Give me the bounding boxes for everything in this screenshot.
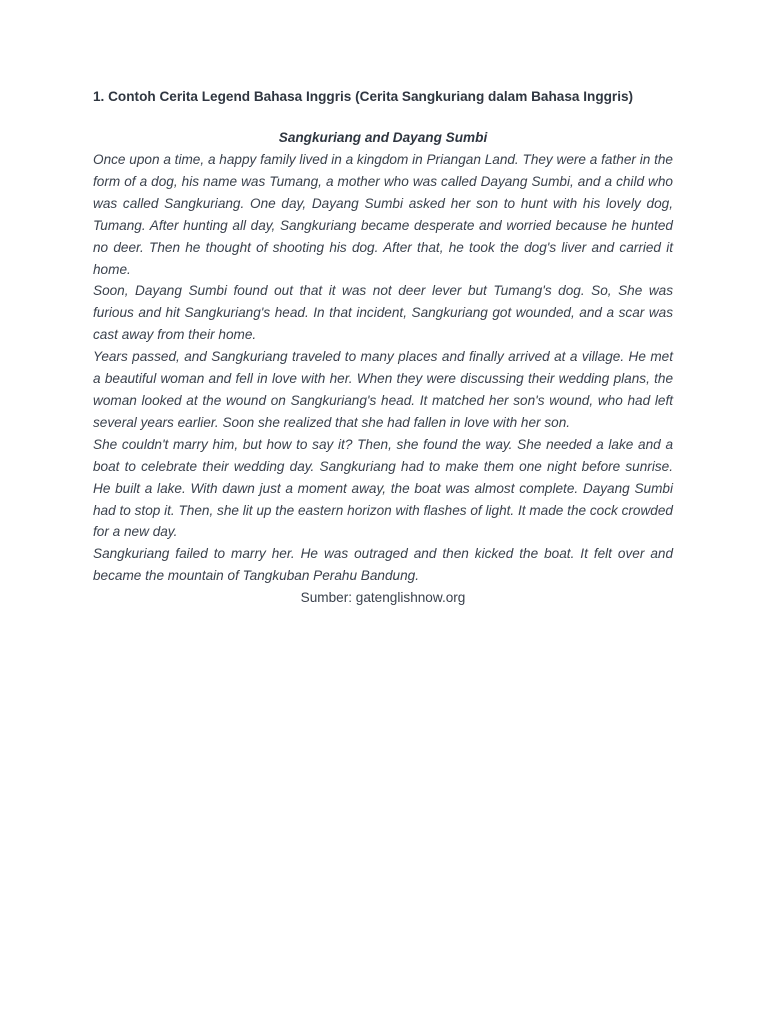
- story-paragraph: She couldn't marry him, but how to say it? Then, she found the way. She needed a lake and a boat to celebrate their wedding day. Sangkuriang had to make them one night before sunrise. He built a lake. With dawn just a moment away, the boat was almost complete. Dayang Sumbi had to stop it. Then, she lit up the eastern horizon with flashes of light. It made the cock crowded for a new day.: [93, 436, 673, 540]
- story-paragraph: Sangkuriang failed to marry her. He was outraged and then kicked the boat. It felt over and became the mountain of Tangkuban Perahu Bandung.: [93, 546, 673, 584]
- document-page: [93, 88, 673, 609]
- story-body: [93, 149, 673, 587]
- story-title: Sangkuriang and Dayang Sumbi: [278, 130, 488, 145]
- story-paragraph: Once upon a time, a happy family lived in a kingdom in Priangan Land. They were a father in the form of a dog, his name was Tumang, a mother who was called Dayang Sumbi, and a child who was called Sangkuriang. One day, Dayang Sumbi asked her son to hunt with his lovely dog, Tumang. After hunting all day, Sangkuriang became desperate and worried because he hunted no deer. Then he thought of shooting his dog. After that, he took the dog's liver and carried it home.: [93, 152, 673, 277]
- story-paragraph: Years passed, and Sangkuriang traveled to many places and finally arrived at a village. He met a beautiful woman and fell in love with her. When they were discussing their wedding plans, the woman looked at the wound on Sangkuriang's head. It matched her son's wound, who had left several years earlier. Soon she realized that she had fallen in love with her son.: [93, 349, 673, 430]
- source-credit: Sumber: gatenglishnow.org: [300, 590, 466, 606]
- story-paragraph: Soon, Dayang Sumbi found out that it was not deer lever but Tumang's dog. So, She was furious and hit Sangkuriang's head. In that incident, Sangkuriang got wounded, and a scar was cast away from their home.: [93, 283, 673, 343]
- section-heading: 1. Contoh Cerita Legend Bahasa Inggris (Cerita Sangkuriang dalam Bahasa Inggris): [93, 89, 634, 104]
